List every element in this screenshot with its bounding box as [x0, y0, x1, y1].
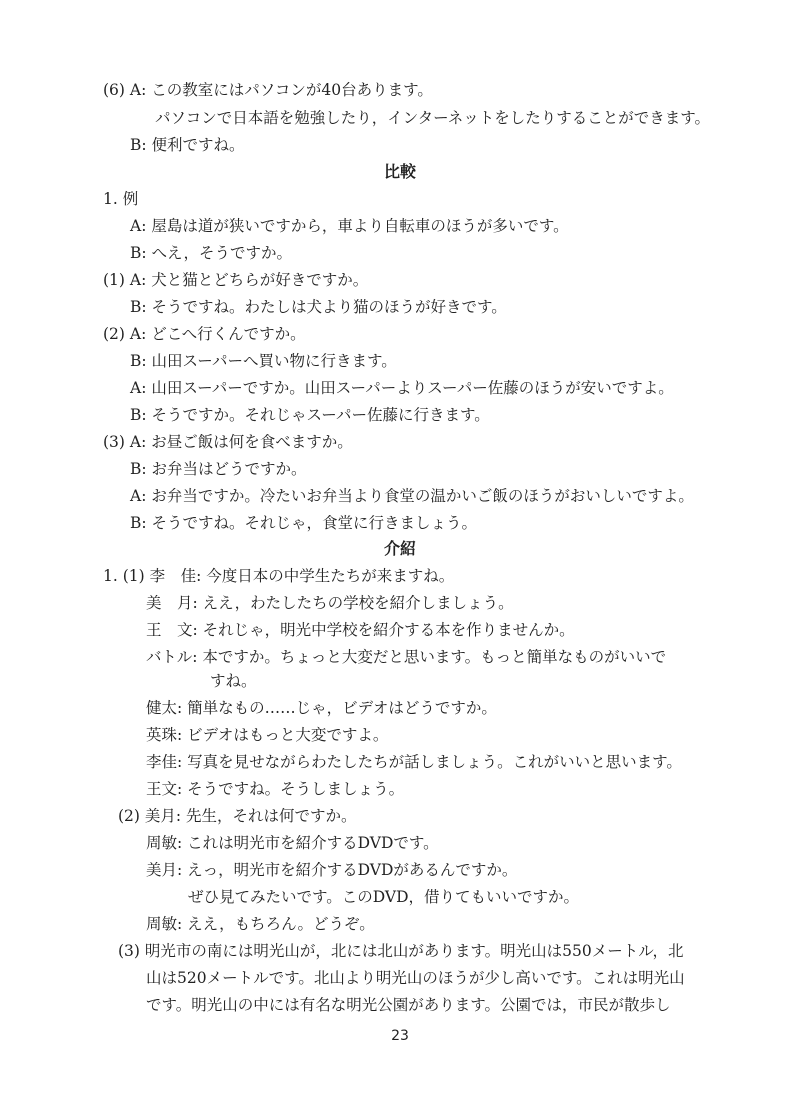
text-line: 周敏: これは明光市を紹介するDVDです。: [146, 834, 439, 852]
text-line: (2) 美月: 先生，それは何ですか。: [118, 807, 357, 825]
text-line: B: 便利ですね。: [130, 136, 245, 154]
text-line: (3) A: お昼ご飯は何を食べますか。: [103, 433, 353, 451]
section-heading-comparison: 比較: [383, 162, 416, 181]
text-line: 李佳: 写真を見せながらわたしたちが話しましょう。これがいいと思います。: [146, 753, 682, 771]
section-heading-introduction: 介紹: [383, 539, 416, 558]
text-line: 美 月: ええ，わたしたちの学校を紹介しましょう。: [146, 594, 514, 612]
text-line: 王 文: それじゃ，明光中学校を紹介する本を作りませんか。: [146, 621, 575, 639]
text-line: バトル: 本ですか。ちょっと大変だと思います。もっと簡単なものがいいで: [146, 648, 667, 666]
text-line: B: お弁当はどうですか。: [130, 460, 307, 478]
example-label: 1. 例: [103, 190, 139, 208]
text-line: B: そうですね。それじゃ，食堂に行きましょう。: [130, 514, 478, 532]
text-line: (3) 明光市の南には明光山が，北には北山があります。明光山は550メートル，北: [118, 942, 684, 960]
text-line: 1. (1) 李 佳: 今度日本の中学生たちが来ますね。: [103, 567, 455, 585]
text-line: ぜひ見てみたいです。このDVD，借りてもいいですか。: [188, 888, 580, 906]
page-number: 23: [391, 1028, 409, 1044]
text-line: 美月: えっ，明光市を紹介するDVDがあるんですか。: [146, 861, 518, 879]
text-line: すね。: [210, 672, 257, 690]
text-line: 健太: 簡単なもの……じゃ，ビデオはどうですか。: [146, 699, 497, 717]
text-line: です。明光山の中には有名な明光公園があります。公園では，市民が散歩し: [146, 996, 671, 1014]
text-line: B: 山田スーパーへ買い物に行きます。: [130, 352, 397, 370]
text-line: 周敏: ええ，もちろん。どうぞ。: [146, 915, 375, 933]
text-line: (1) A: 犬と猫とどちらが好きですか。: [103, 271, 369, 289]
text-line: 英珠: ビデオはもっと大変ですよ。: [146, 726, 389, 744]
text-line: A: お弁当ですか。冷たいお弁当より食堂の温かいご飯のほうがおいしいですよ。: [130, 487, 694, 505]
text-line: B: そうですね。わたしは犬より猫のほうが好きです。: [130, 298, 507, 316]
text-line: 王文: そうですね。そうしましょう。: [146, 780, 405, 798]
text-line: (6) A: この教室にはパソコンが40台あります。: [103, 81, 433, 99]
text-line: A: 屋島は道が狭いですから，車より自転車のほうが多いです。: [130, 217, 569, 235]
text-line: (2) A: どこへ行くんですか。: [103, 325, 306, 343]
text-line: B: そうですか。それじゃスーパー佐藤に行きます。: [130, 406, 490, 424]
text-line: 山は520メートルです。北山より明光山のほうが少し高いです。これは明光山: [146, 969, 685, 987]
text-line: A: 山田スーパーですか。山田スーパーよりスーパー佐藤のほうが安いですよ。: [130, 379, 674, 397]
text-line: パソコンで日本語を勉強したり，インターネットをしたりすることができます。: [155, 109, 711, 127]
text-line: B: へえ，そうですか。: [130, 244, 292, 262]
